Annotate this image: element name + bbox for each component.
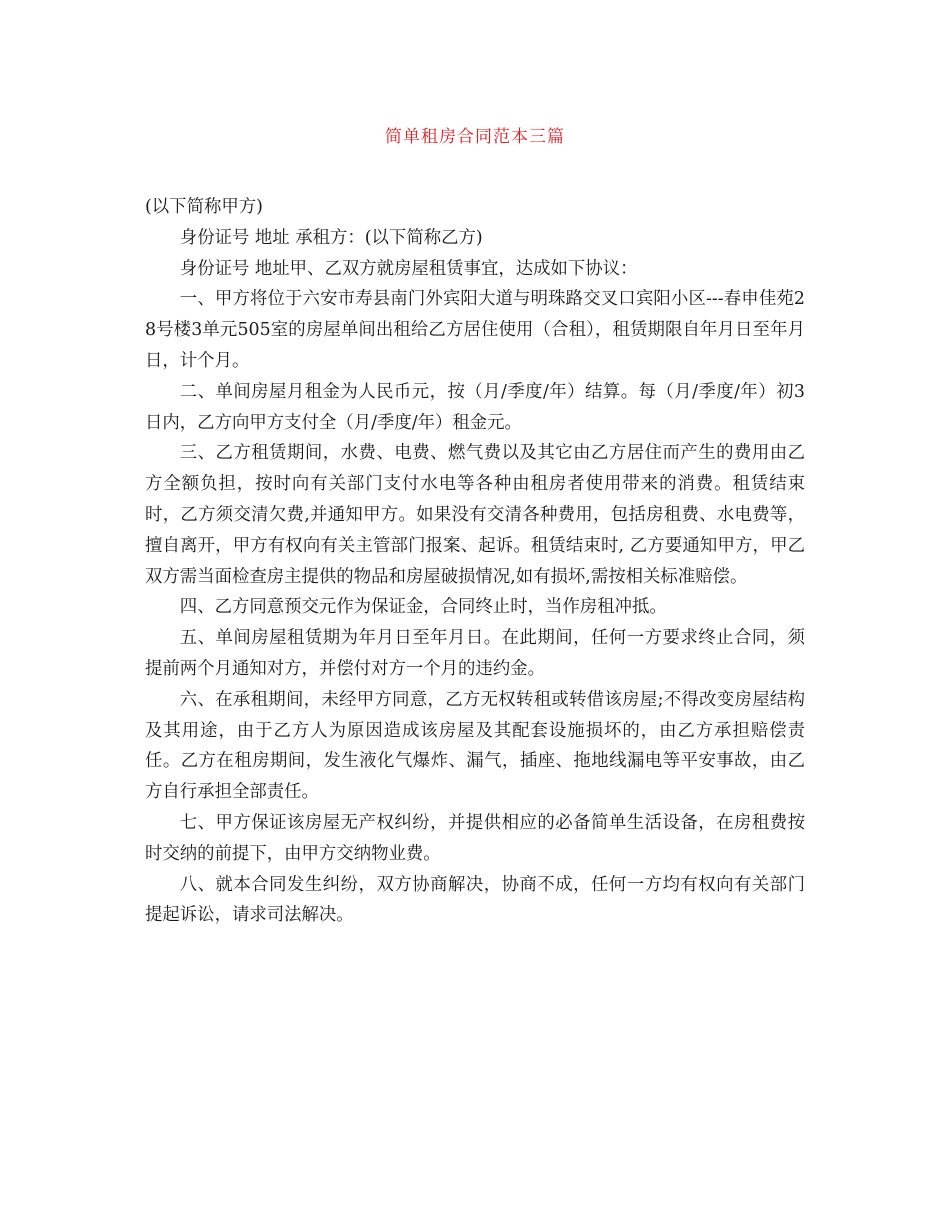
clause-2: 二、单间房屋月租金为人民币元，按（月/季度/年）结算。每（月/季度/年）初3日内，乙方向甲方支付全（月/季度/年）租金元。 <box>145 381 805 433</box>
clause-4: 四、乙方同意预交元作为保证金，合同终止时，当作房租冲抵。 <box>179 597 667 618</box>
clause-6: 六、在承租期间，未经甲方同意，乙方无权转租或转借该房屋;不得改变房屋结构及其用途，由于乙方人为原因造成该房屋及其配套设施损坏的，由乙方承担赔偿责任。乙方在租房期间，发生液化气爆炸、漏气，插座、拖地线漏电等平安事故，由乙方自行承担全部责任。 <box>145 689 805 803</box>
clause-8: 八、就本合同发生纠纷，双方协商解决，协商不成，任何一方均有权向有关部门提起诉讼，请求司法解决。 <box>145 874 805 926</box>
clause-1: 一、甲方将位于六安市寿县南门外宾阳大道与明珠路交叉口宾阳小区---春申佳苑28号楼3单元505室的房屋单间出租给乙方居住使用（合租），租赁期限自年月日至年月日，计个月。 <box>145 289 805 371</box>
paragraph-agreement-intro: 身份证号 地址甲、乙双方就房屋租赁事宜，达成如下协议： <box>179 258 638 279</box>
clause-5: 五、单间房屋租赁期为年月日至年月日。在此期间，任何一方要求终止合同，须提前两个月通知对方，并偿付对方一个月的违约金。 <box>145 628 805 679</box>
document-title: 简单租房合同范本三篇 <box>385 127 565 147</box>
paragraph-party-a: (以下简称甲方) <box>145 197 263 217</box>
clause-3: 三、乙方租赁期间，水费、电费、燃气费以及其它由乙方居住而产生的费用由乙方全额负担，按时向有关部门支付水电等各种由租房者使用带来的消费。租赁结束时，乙方须交清欠费,并通知甲方。如果没有交清各种费用，包括房租费、水电费等，擅自离开，甲方有权向有关主管部门报案、起诉。租赁结束时, 乙方要通知甲方，甲乙双方需当面检查房主提供的物品和房屋破损情况,如有损坏,需按相关标准赔偿。 <box>145 443 805 587</box>
clause-7: 七、甲方保证该房屋无产权纠纷，并提供相应的必备简单生活设备，在房租费按时交纳的前提下，由甲方交纳物业费。 <box>145 812 805 864</box>
paragraph-id-address-lessee: 身份证号 地址 承租方：(以下简称乙方) <box>179 227 483 248</box>
document-body <box>145 192 805 931</box>
